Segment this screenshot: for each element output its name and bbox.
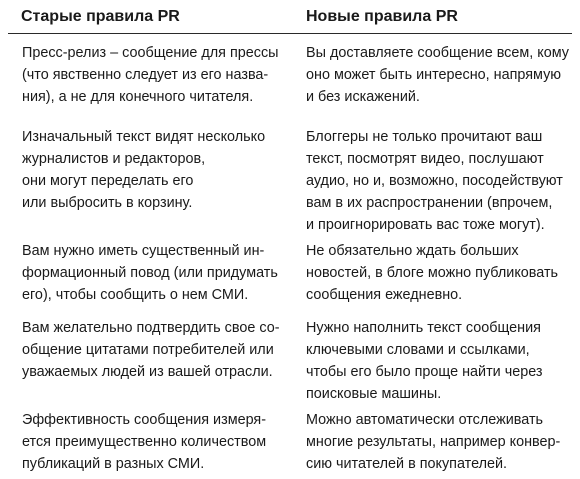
header-divider xyxy=(8,33,572,34)
row-5-old-rule: Эффективность сообщения измеря- ется преимущественно количеством публикаций в разных СМИ. xyxy=(22,412,267,472)
row-1-new-rule: Вы доставляете сообщение всем, кому оно может быть интересно, напрямую и без искажений. xyxy=(306,45,569,105)
row-3-old-rule: Вам нужно иметь существенный ин- формационный повод (или придумать его), чтобы сообщить о нем СМИ. xyxy=(22,243,278,303)
header-old-rules: Старые правила PR xyxy=(21,8,180,25)
row-4-old-rule: Вам желательно подтвердить свое со- общение цитатами потребителей или уважаемых людей из вашей отрасли. xyxy=(22,320,280,380)
row-5-new-rule: Можно автоматически отслеживать многие результаты, например конвер- сию читателей в покупателей. xyxy=(306,412,561,472)
row-4-new-rule: Нужно наполнить текст сообщения ключевыми словами и ссылками, чтобы его было проще найти через поисковые машины. xyxy=(306,320,543,402)
row-3-new-rule: Не обязательно ждать больших новостей, в блоге можно публиковать сообщения ежедневно. xyxy=(306,243,559,303)
row-2-new-rule: Блоггеры не только прочитают ваш текст, посмотрят видео, послушают аудио, но и, возможно, посодействуют вам в их распространении (впрочем, и проигнорировать вас тоже могут). xyxy=(306,129,563,233)
row-2-old-rule: Изначальный текст видят несколько журналистов и редакторов, они могут переделать его или выбросить в корзину. xyxy=(22,129,266,211)
header-new-rules: Новые правила PR xyxy=(306,8,458,25)
row-1-old-rule: Пресс-релиз – сообщение для прессы (что явственно следует из его назва- ния), а не для конечного читателя. xyxy=(22,45,279,105)
